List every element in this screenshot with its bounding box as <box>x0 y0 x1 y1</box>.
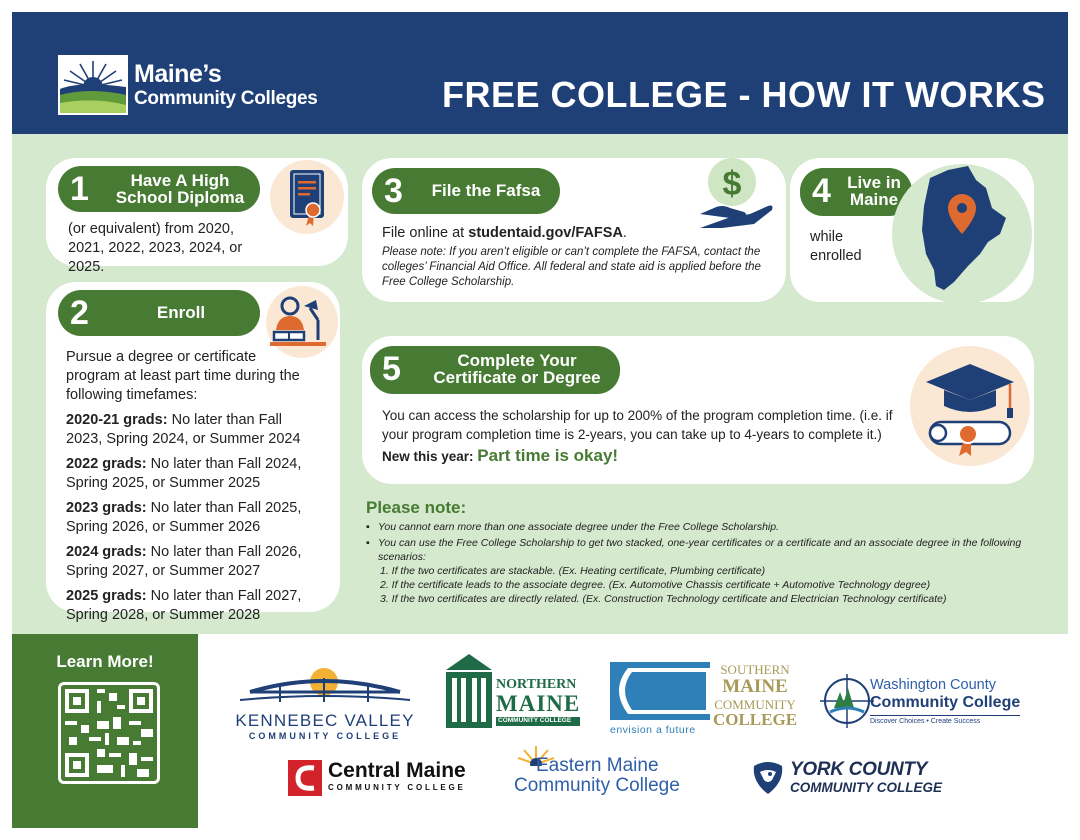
kvcc-logo <box>230 662 420 742</box>
wccc-name <box>870 678 1020 725</box>
step-1-number: 1 <box>70 170 89 208</box>
wccc-line1: Washington County <box>870 677 997 693</box>
grad-row-2024: 2024 grads: No later than Fall 2026, Spring 2027, or Summer 2027 <box>66 544 302 579</box>
step-2-pill <box>58 290 260 336</box>
step-5-body <box>382 406 902 466</box>
smcc-line3: COMMUNITY <box>714 697 796 712</box>
step-4-body-line1: while <box>810 229 844 245</box>
note-scenario-3: 3. If the two certificates are directly related. (Ex. Construction Technology certificate and Electrician Technology certificate) <box>380 593 947 605</box>
grad-row-2020-21: 2020-21 grads: No later than Fall 2023, Spring 2024, or Summer 2024 <box>66 412 301 447</box>
step-2-number: 2 <box>70 294 89 332</box>
diploma-icon <box>270 160 344 234</box>
step-3-pill <box>372 168 560 214</box>
smcc-name <box>712 662 798 727</box>
smcc-line4: COLLEGE <box>712 710 798 729</box>
smcc-tagline: envision a future <box>610 724 696 736</box>
step-1-title <box>106 172 254 206</box>
cmcc-name <box>328 760 466 792</box>
nmcc-line2: MAINE <box>496 691 581 716</box>
step-5-desc: You can access the scholarship for up to 200% of the program completion time. (i.e. if your program completion time is 2-years, you can take up to 4-years to complete it.) <box>382 408 893 442</box>
step-4-body <box>810 228 890 266</box>
step-4-card <box>790 158 1034 302</box>
step-3-card <box>362 158 786 302</box>
nmcc-name <box>496 678 580 726</box>
grad-row-2023: 2023 grads: No later than Fall 2025, Spring 2026, or Summer 2026 <box>66 500 302 535</box>
smcc-wave-icon <box>610 662 710 720</box>
note-scenario-2: 2. If the certificate leads to the associate degree. (Ex. Automotive Chassis certificate + Automotive Technology degree) <box>380 579 931 591</box>
learn-more-title: Learn More! <box>56 652 154 671</box>
step-2-body <box>66 348 312 625</box>
part-time-text: Part time is okay! <box>477 446 619 465</box>
step-4-body-line2: enrolled <box>810 248 862 264</box>
wccc-tagline: Discover Choices • Create Success <box>870 715 1020 725</box>
yccc-line1: YORK COUNTY <box>790 759 928 780</box>
smcc-line2: MAINE <box>722 676 788 697</box>
learn-more-panel <box>12 634 198 828</box>
kvcc-subname: COMMUNITY COLLEGE <box>248 731 402 741</box>
yccc-hawk-icon <box>750 758 786 796</box>
note-scenario-1: 1. If the two certificates are stackable. (Ex. Heating certificate, Plumbing certificate) <box>380 565 766 577</box>
yccc-name <box>790 760 942 795</box>
wccc-logo <box>820 674 1046 734</box>
emcc-line2: Community College <box>514 774 680 796</box>
cmcc-line2: COMMUNITY COLLEGE <box>328 783 466 792</box>
step-2-card <box>46 282 340 623</box>
grad-row-2025: 2025 grads: No later than Fall 2027, Spring 2028, or Summer 2028 <box>66 588 302 623</box>
brand-line1: Maine’s <box>134 60 222 88</box>
step-5-pill <box>370 346 620 394</box>
smcc-line1: SOUTHERN <box>720 662 790 677</box>
step-5-title-line2: Certificate or Degree <box>433 368 601 387</box>
step-5-new: New this year: Part time is okay! <box>382 446 619 465</box>
fafsa-link: studentaid.gov/FAFSA <box>468 225 623 241</box>
step-1-pill <box>58 166 260 212</box>
step-3-note: Please note: If you aren’t eligible or can’t complete the FAFSA, contact the colleges’ Financial Aid Office. All federal and state aid is applied before the Free College Scholarship. <box>382 246 761 288</box>
cmcc-c-icon <box>288 760 322 796</box>
note-bullet-1: ▪ You cannot earn more than one associate degree under the Free College Scholarship. <box>366 520 1056 534</box>
nmcc-line1: NORTHERN <box>496 677 577 692</box>
step-4-title-line2: Maine <box>849 190 899 209</box>
sunrise-logo-icon <box>58 55 128 115</box>
yccc-line2: COMMUNITY COLLEGE <box>790 780 943 795</box>
step-1-card <box>46 158 348 275</box>
cmcc-line1: Central Maine <box>328 759 466 782</box>
emcc-name <box>514 756 680 796</box>
step-3-number: 3 <box>384 172 403 210</box>
svg-text:$: $ <box>722 165 742 203</box>
flyer <box>12 12 1068 828</box>
step-4-title-line1: Live in <box>847 173 901 192</box>
qr-code-icon[interactable] <box>58 682 160 784</box>
step-5-title-line1: Complete Your <box>457 351 577 370</box>
page-title: FREE COLLEGE - HOW IT WORKS <box>442 74 1046 115</box>
step-1-title-line1: Have A High <box>130 171 230 190</box>
step-5-card <box>362 336 1034 484</box>
emcc-line1: Eastern Maine <box>536 755 659 776</box>
nmcc-line3: COMMUNITY COLLEGE <box>496 717 580 726</box>
maine-map-icon <box>888 158 1034 308</box>
wccc-line2: Community College <box>870 693 1021 711</box>
nmcc-logo <box>444 652 580 744</box>
step-5-number: 5 <box>382 350 401 388</box>
step-3-body <box>382 224 762 290</box>
kvcc-bridge-icon <box>230 662 420 706</box>
footer <box>12 634 1068 828</box>
please-note-list <box>366 520 1056 606</box>
header <box>12 12 1068 134</box>
cmcc-logo <box>288 760 488 806</box>
step-3-online: File online at studentaid.gov/FAFSA. <box>382 225 627 241</box>
yccc-logo <box>750 758 960 804</box>
step-5-title <box>422 352 612 386</box>
dollar-hand-icon <box>692 158 776 232</box>
brand-line2: Community Colleges <box>134 88 318 109</box>
brand-name <box>134 62 318 108</box>
step-2-title: Enroll <box>156 303 206 322</box>
grad-row-2022: 2022 grads: No later than Fall 2024, Spring 2025, or Summer 2025 <box>66 456 302 491</box>
nmcc-building-icon <box>444 652 494 728</box>
wccc-compass-icon <box>820 674 874 728</box>
step-1-body: (or equivalent) from 2020, 2021, 2022, 2023, 2024, or 2025. <box>68 221 243 275</box>
kvcc-name: KENNEBEC VALLEY <box>235 711 415 730</box>
step-2-intro: Pursue a degree or certificate program at least part time during the following timefames: <box>66 349 300 403</box>
step-4-number: 4 <box>812 172 831 210</box>
smcc-logo <box>610 662 800 742</box>
step-1-title-line2: School Diploma <box>115 188 245 207</box>
emcc-logo <box>514 744 724 808</box>
please-note-title: Please note: <box>366 498 467 517</box>
step-3-title: File the Fafsa <box>431 181 541 200</box>
graduation-cap-icon <box>910 346 1030 466</box>
note-bullet-2: ▪ You can use the Free College Scholarship to get two stacked, one-year certificates or a certificate and an associate degree in the following scenarios: <box>366 536 1056 564</box>
